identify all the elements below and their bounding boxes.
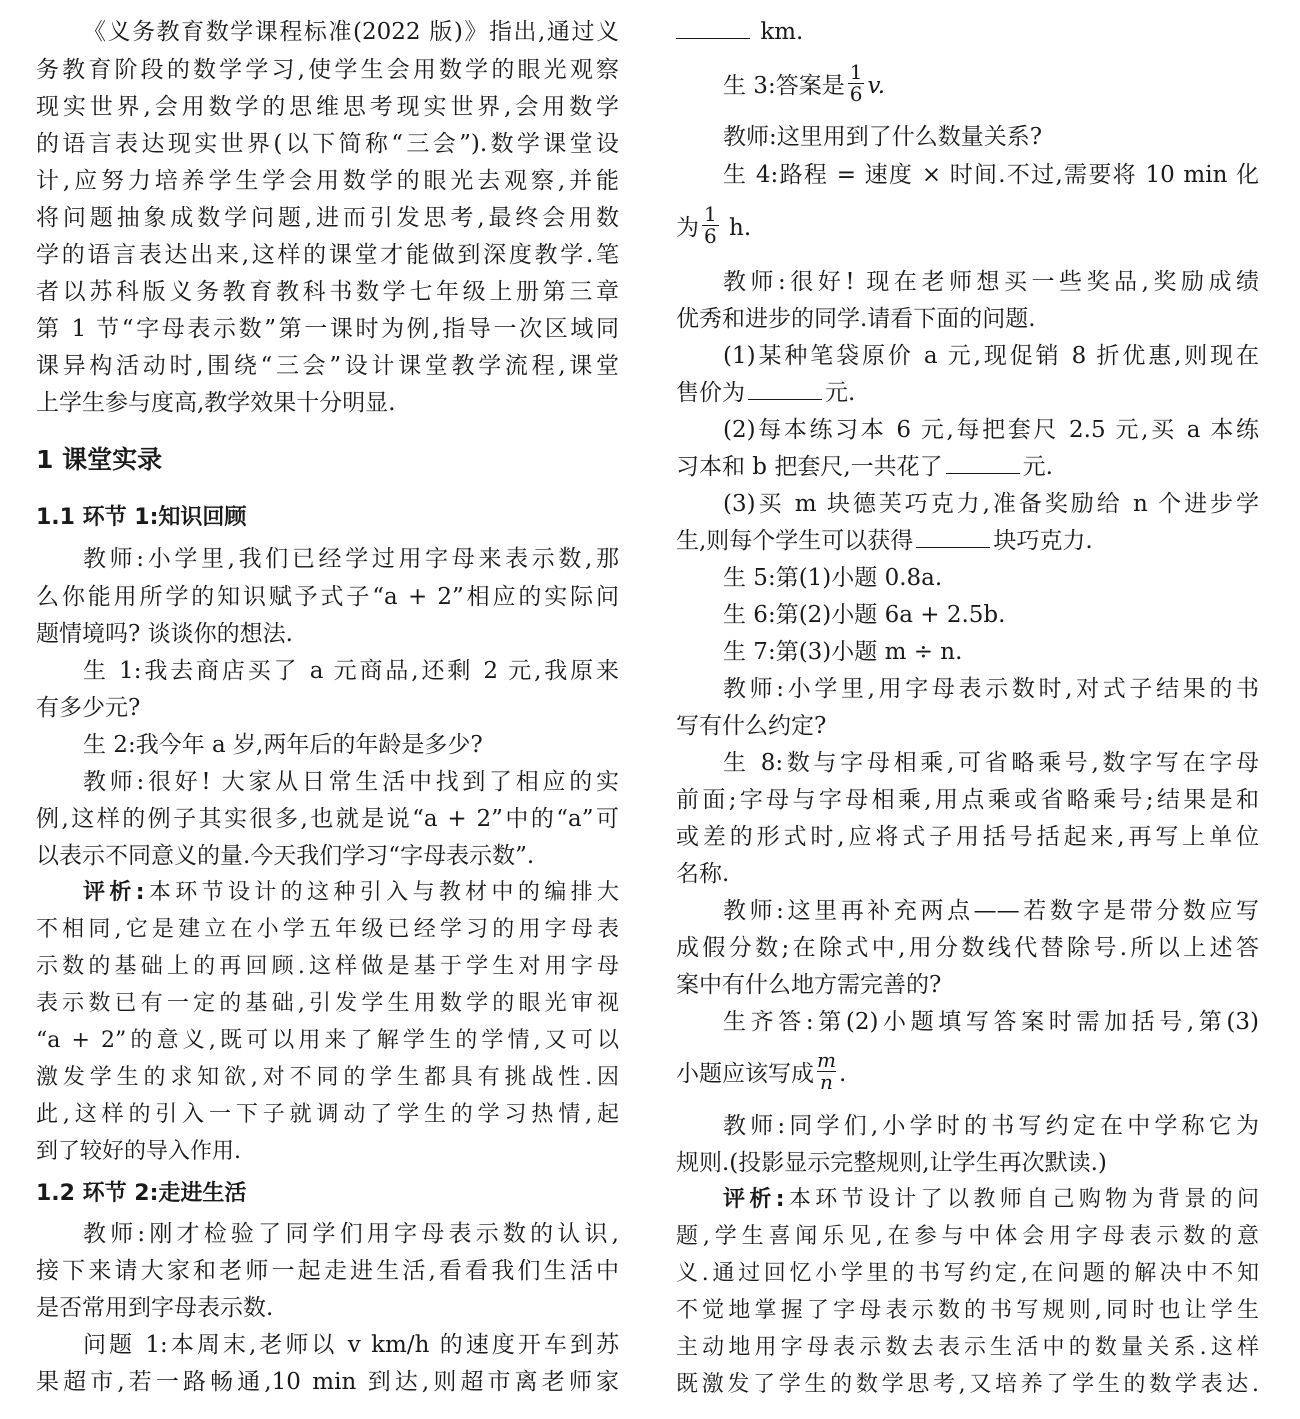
evaluation-line: “a + 2”的意义,既可以用来了解学生的学情,又可以 [36,1028,619,1053]
question-line: 习本和 b 把套尺,一共花了 元. [676,449,1259,485]
evaluation-line: 此,这样的引入一下子就调动了学生的学习热情,起 [36,1102,619,1127]
evaluation-line: 评析:本环节设计的这种引入与教材中的编排大 [83,880,619,905]
evaluation-label: 评析: [83,880,145,905]
dialogue-line: 教师:这里用到了什么数量关系? [723,124,1043,150]
dialogue-line: 有多少元? [36,695,141,721]
evaluation-line: 表示数已有一定的基础,引发学生用数学的眼光审视 [36,991,619,1016]
dialogue-line: 是否常用到字母表示数. [36,1295,274,1321]
evaluation-line: 到了较好的导入作用. [36,1139,241,1164]
answer-blank [748,377,822,400]
dialogue-line: 问题 1:本周末,老师以 v km/h 的速度开车到苏 [83,1332,619,1358]
intro-line: 的语言表达现实世界(以下简称“三会”).数学课堂设 [36,131,619,157]
question-line: 售价为 元. [676,375,1259,411]
intro-line: 《义务教育数学课程标准(2022 版)》指出,通过义 [83,19,619,45]
intro-line: 计,应努力培养学生学会用数学的眼光去观察,并能 [36,168,619,194]
answer-blank [946,451,1020,474]
dialogue-line: 规则.(投影显示完整规则,让学生再次默读.) [676,1150,1107,1176]
dialogue-line: 以表示不同意义的量.今天我们学习“字母表示数”. [36,843,535,869]
subsection-heading: 1.1 环节 1:知识回顾 [36,505,247,530]
dialogue-line: 生 1:我去商店买了 a 元商品,还剩 2 元,我原来 [83,658,619,684]
evaluation-line: 义.通过回忆小学里的书写约定,在问题的解决中不知 [676,1261,1259,1286]
dialogue-line: 成假分数;在除式中,用分数线代替除号.所以上述答 [676,935,1259,961]
intro-line: 学的语言表达出来,这样的课堂才能做到深度教学.笔 [36,242,619,268]
dialogue-line: 么你能用所学的知识赋予式子“a + 2”相应的实际问 [36,584,619,610]
dialogue-line: 教师:很好! 大家从日常生活中找到了相应的实 [83,769,619,795]
question-line: (1)某种笔袋原价 a 元,现促销 8 折优惠,则现在 [723,343,1259,369]
fraction: $\frac{1}{6}$ [849,59,863,106]
evaluation-line: 示数的基础上的再回顾.这样做是基于学生对用字母 [36,954,619,979]
dialogue-line: 案中有什么地方需完善的? [676,972,942,998]
evaluation-line: 激发学生的求知欲,对不同的学生都具有挑战性.因 [36,1065,619,1090]
question-line: (3)买 m 块德芙巧克力,准备奖励给 n 个进步学 [723,491,1259,517]
intro-line: 务教育阶段的数学学习,使学生会用数学的眼光观察 [36,57,619,83]
dialogue-line: 生 4:路程 = 速度 × 时间.不过,需要将 10 min 化 [723,162,1259,188]
dialogue-line: 教师:很好! 现在老师想买一些奖品,奖励成绩 [723,269,1259,295]
dialogue-line: 教师:小学里,用字母表示数时,对式子结果的书 [723,676,1259,702]
section-heading: 1 课堂实录 [36,445,163,474]
dialogue-line: 生 2:我今年 a 岁,两年后的年龄是多少? [83,732,483,758]
dialogue-line: 果超市,若一路畅通,10 min 到达,则超市离老师家 [36,1369,619,1395]
dialogue-line: 题情境吗? 谈谈你的想法. [36,621,293,647]
dialogue-line: 接下来请大家和老师一起走进生活,看看我们生活中 [36,1258,619,1284]
intro-line: 者以苏科版义务教育教科书数学七年级上册第三章 [36,279,619,305]
dialogue-line: 生 3:答案是 $\frac{1}{6}$ v. [723,59,886,106]
dialogue-line: 教师:这里再补充两点——若数字是带分数应写 [723,898,1259,924]
dialogue-line: 小题应该写成 $\frac{m}{n}$ . [676,1047,847,1094]
evaluation-line: 评析:本环节设计了以教师自己购物为背景的问 [723,1187,1259,1212]
evaluation-line: 既激发了学生的数学思考,又培养了学生的数学表达. [676,1372,1259,1397]
intro-line: 第 1 节“字母表示数”第一课时为例,指导一次区域同 [36,316,619,342]
dialogue-line: 生 8:数与字母相乘,可省略乘号,数字写在字母 [723,750,1259,776]
dialogue-line: 教师:小学里,我们已经学过用字母来表示数,那 [83,546,619,572]
dialogue-line: 优秀和进步的同学.请看下面的问题. [676,306,1036,332]
intro-line: 将问题抽象成数学问题,进而引发思考,最终会用数 [36,205,619,231]
dialogue-line: 或差的形式时,应将式子用括号括起来,再写上单位 [676,824,1259,850]
evaluation-label: 评析: [723,1187,785,1212]
intro-line: 上学生参与度高,教学效果十分明显. [36,390,396,416]
answer-line: 生 6:第(2)小题 6a + 2.5b. [723,602,1006,628]
dialogue-line: 为 $\frac{1}{6}$ h. [676,201,752,248]
dialogue-line: 教师:刚才检验了同学们用字母表示数的认识, [83,1221,619,1247]
dialogue-line: 教师:同学们,小学时的书写约定在中学称它为 [723,1113,1259,1139]
evaluation-line: 不觉地掌握了字母表示数的书写规则,同时也让学生 [676,1298,1259,1323]
evaluation-line: 不相同,它是建立在小学五年级已经学习的用字母表 [36,917,619,942]
dialogue-line: 例,这样的例子其实很多,也就是说“a + 2”中的“a”可 [36,806,619,832]
dialogue-line: 生齐答:第(2)小题填写答案时需加括号,第(3) [723,1009,1259,1035]
question-line: 生,则每个学生可以获得 块巧克力. [676,523,1259,559]
evaluation-line: 主动地用字母表示数去表示生活中的数量关系.这样 [676,1335,1259,1360]
fraction: $\frac{1}{6}$ [704,201,717,248]
answer-blank [916,525,990,548]
subsection-heading: 1.2 环节 2:走进生活 [36,1181,247,1206]
fraction: $\frac{m}{n}$ [817,1047,836,1094]
question-line: (2)每本练习本 6 元,每把套尺 2.5 元,买 a 本练 [723,417,1259,443]
evaluation-line: 题,学生喜闻乐见,在参与中体会用字母表示数的意 [676,1224,1259,1249]
dialogue-line: 写有什么约定? [676,713,827,739]
intro-line: 现实世界,会用数学的思维思考现实世界,会用数学 [36,94,619,120]
answer-line: 生 5:第(1)小题 0.8a. [723,565,943,591]
answer-blank [676,16,750,39]
answer-blank-line: km. [676,14,1259,50]
dialogue-line: 前面;字母与字母相乘,用点乘或省略乘号;结果是和 [676,787,1259,813]
intro-line: 课异构活动时,围绕“三会”设计课堂教学流程,课堂 [36,353,619,379]
dialogue-line: 名称. [676,861,730,887]
answer-line: 生 7:第(3)小题 m ÷ n. [723,639,963,665]
